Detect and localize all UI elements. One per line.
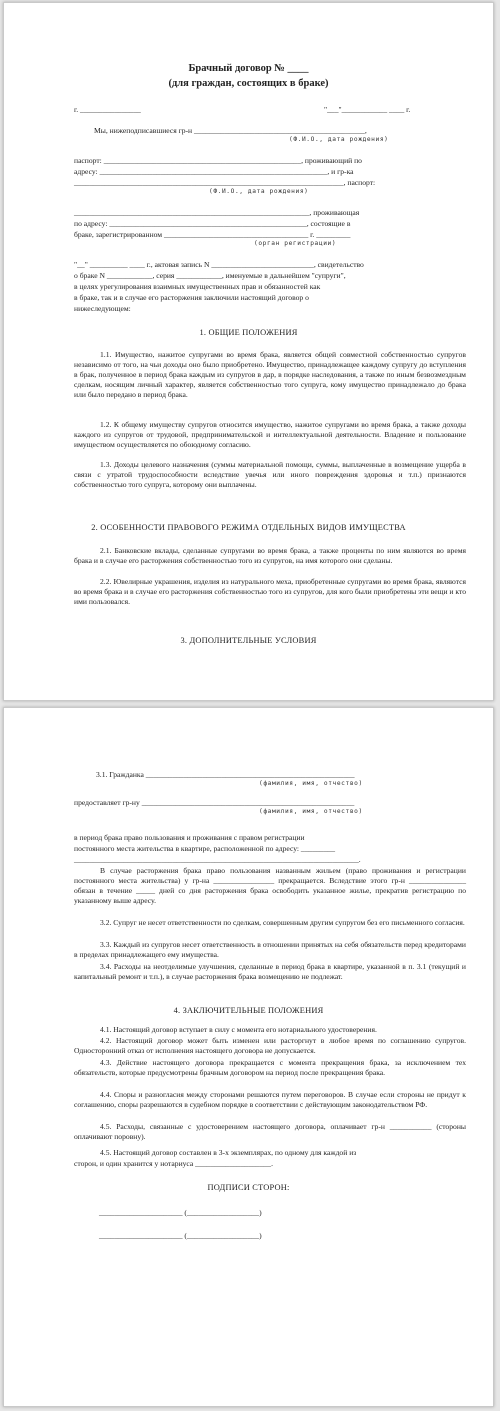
passport-line-2: _______________________________________________________________________, паспорт: [74,178,376,187]
caption-name-1: (фамилия, имя, отчество) [259,780,363,787]
signature-line-2: ______________________ (___________________) [99,1231,262,1240]
record-line-4: в браке, так и в случае его расторжения заключили настоящий договор о [74,293,309,302]
record-line-3: в целях урегулирования взаимных имущественных прав и обязанностей как [74,282,321,291]
clause-3-3: 3.3. Каждый из супругов несет ответственность в отношении принятых на себя обязательств перед кредиторами в пределах принадлежащего ему имущества. [74,940,466,959]
section-1-heading: 1. ОБЩИЕ ПОЛОЖЕНИЯ [199,328,298,337]
parties-line: Мы, нижеподписавшиеся гр-н _____________________________________________, [94,126,367,135]
clause-4-5: 4.5. Расходы, связанные с удостоверением настоящего договора, оплачивает гр-н ___________ (стороны оплачивают поровну). [74,1122,466,1141]
clause-3-1-line-e: ___________________________________________________________________________. [74,855,361,864]
signature-line-1: ______________________ (___________________) [99,1208,262,1217]
caption-registration: (орган регистрации) [254,240,337,247]
record-line-2: о браке N ____________, серия ____________, именуемые в дальнейшем "супруги", [74,271,346,280]
marriage-registration-line: браке, зарегистрированном ______________________________________ г. _________ [74,230,351,239]
clause-1-3: 1.3. Доходы целевого назначения (суммы материальной помощи, суммы, выплаченные в возмещение ущерба в связи с утратой трудоспособности вследствие увечья или иного повреждения здоровья и т.п.) признаются собственностью того супруга, которому они выплачены. [74,460,466,489]
document-subtitle: (для граждан, состоящих в браке) [168,78,329,89]
clause-2-1: 2.1. Банковские вклады, сделанные супругами во время брака, а также проценты по ним являются во время брака и в случае его расторжения собственностью того из супругов, на имя которого они сделаны. [74,546,466,565]
living-line-2: ______________________________________________________________, проживающая [74,208,360,217]
clause-1-1: 1.1. Имущество, нажитое супругами во время брака, является общей совместной собственностью супругов независимо от того, на чьи доходы оно было приобретено. Имущество, принадлежащее каждому супругу до вступления в брак, полученное в период брака каждым из супругов в дар, в порядке наследования, а также по иным безвозмездным сделкам, носящим личный характер, является собственностью того супруга, кому имущество принадлежало до брака или было передано в период брака. [74,350,466,399]
record-line-5: нижеследующем: [74,304,131,313]
record-line-1: "__" __________ ____ г., актовая запись N ___________________________, свидетельство [74,260,364,269]
clause-4-2: 4.2. Настоящий договор может быть изменен или расторгнут в любое время по соглашению супругов. Односторонний отказ от исполнения настоящего договора не допускается. [74,1036,466,1055]
date-line: "___"____________ ____ г. [324,105,411,114]
clause-3-1-line-c: в период брака право пользования и проживания с правом регистрации [74,833,305,842]
clause-4-6-line-a: 4.5. Настоящий договор составлен в 3-х экземплярах, по одному для каждой из [100,1148,357,1157]
document-title: Брачный договор № ____ [188,63,309,74]
clause-3-1-line-d: постоянного места жительства в квартире, расположенной по адресу: _________ [74,844,336,853]
section-2-heading: 2. ОСОБЕННОСТИ ПРАВОВОГО РЕЖИМА ОТДЕЛЬНЫХ ВИДОВ ИМУЩЕСТВА [91,523,406,532]
clause-3-1-line-a: 3.1. Гражданка _______________________________________________________ [96,770,355,779]
clause-3-1-line-b: предоставляет гр-ну ________________________________________________________ [74,798,355,807]
clause-4-3: 4.3. Действие настоящего договора прекращается с момента прекращения брака, за исключением тех обязательств, которые предусмотрены брачным договором на период после прекращения брака. [74,1058,466,1077]
clause-4-4: 4.4. Споры и разногласия между сторонами решаются путем переговоров. В случае если стороны не придут к соглашению, споры разрешаются в судебном порядке в соответствии с действующим законодательством РФ. [74,1090,466,1109]
section-3-heading: 3. ДОПОЛНИТЕЛЬНЫЕ УСЛОВИЯ [180,636,317,645]
address-line-2: по адресу: ____________________________________________________, состоящие в [74,219,351,228]
passport-line-1: паспорт: ____________________________________________________, проживающий по [74,156,362,165]
clause-1-2: 1.2. К общему имуществу супругов относится имущество, нажитое супругами во время брака, а также доходы каждого из супругов от трудовой, предпринимательской и интеллектуальной деятельности. Владение и пользование имуществом осуществляется по обоюдному согласию. [74,420,466,449]
section-4-heading: 4. ЗАКЛЮЧИТЕЛЬНЫЕ ПОЛОЖЕНИЯ [173,1006,324,1015]
document-page-1 [3,2,494,701]
clause-4-1: 4.1. Настоящий договор вступает в силу с момента его нотариального удостоверения. [100,1025,377,1034]
clause-3-1-termination: В случае расторжения брака право пользования названным жильем (право проживания и регистрации постоянного места жительства) у гр-на ________________ прекращается. Вследствие этого гр-н _______________ обязан в течение _____ дней со дня расторжения брака освободить указанное жилье, прекратив регистрацию по указанному выше адресу. [74,866,466,905]
clause-3-4: 3.4. Расходы на неотделимые улучшения, сделанные в период брака в квартире, указанной в п. 3.1 (текущий и капитальный ремонт и т.п.), в случае расторжения брака возмещению не подлежат. [74,962,466,981]
caption-name-2: (фамилия, имя, отчество) [259,808,363,815]
clause-3-2: 3.2. Супруг не несет ответственности по сделкам, совершенным другим супругом без его письменного согласия. [100,918,465,927]
address-line-1: адресу: ____________________________________________________________, и гр-ка [74,167,354,176]
document-page-2 [3,707,494,1407]
city-line: г. ________________ [74,105,141,114]
signatures-heading: ПОДПИСИ СТОРОН: [207,1183,290,1192]
caption-fio-2: (Ф.И.О., дата рождения) [209,188,309,195]
caption-fio-1: (Ф.И.О., дата рождения) [289,136,389,143]
clause-4-6-line-b: сторон, и один хранится у нотариуса ____________________. [74,1159,273,1168]
clause-2-2: 2.2. Ювелирные украшения, изделия из натурального меха, приобретенные супругами во время брака, являются во время брака и в случае его расторжения собственностью того из супругов, для кого были приобретены эти вещи и кто ими пользовался. [74,577,466,606]
